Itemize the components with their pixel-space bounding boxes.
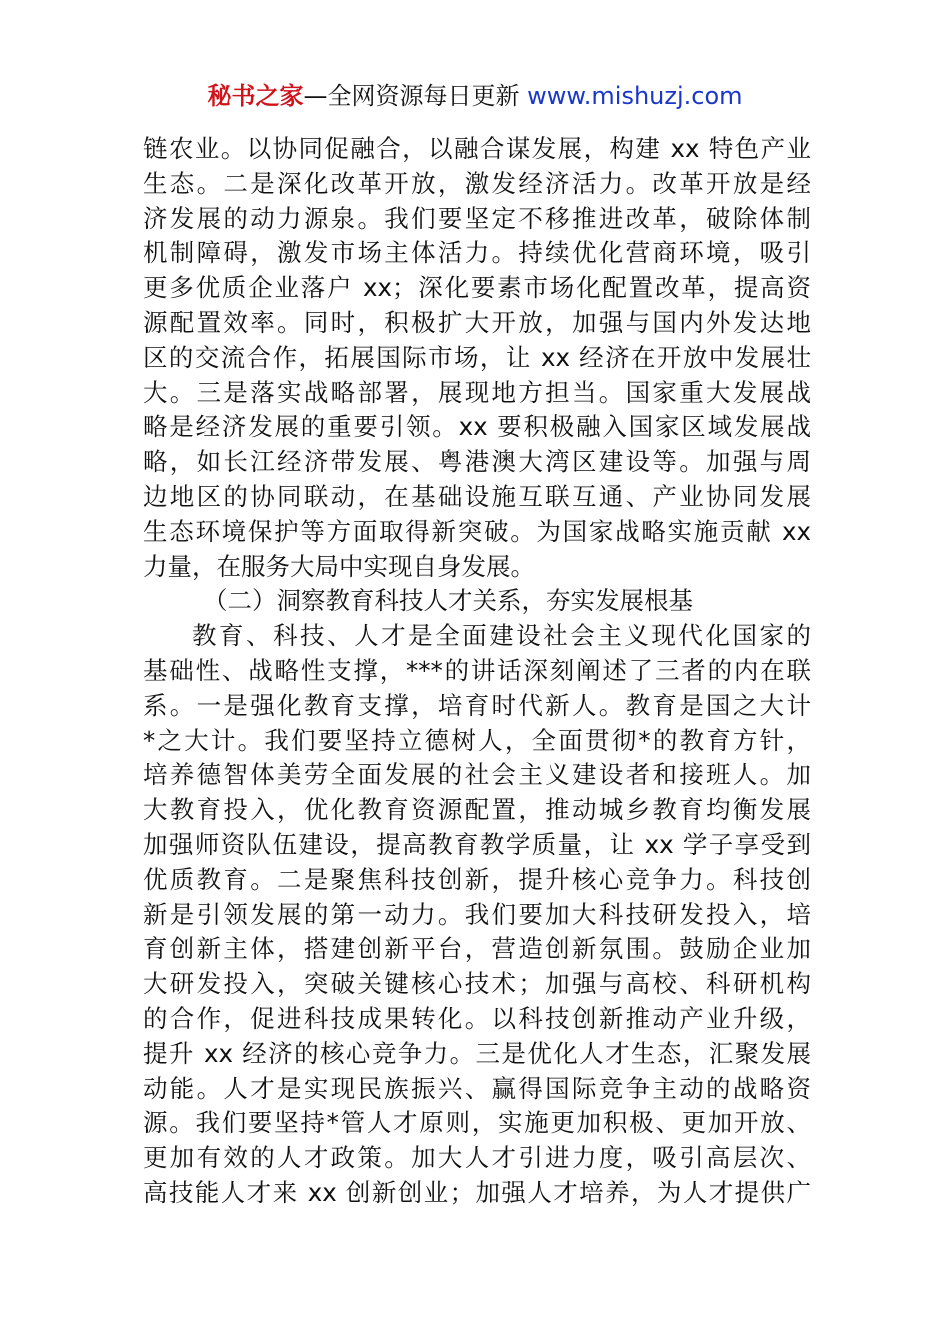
text-line: 生态。二是深化改革开放，激发经济活力。改革开放是经	[143, 168, 811, 198]
text-line: 济发展的动力源泉。我们要坚定不移推进改革，破除体制	[143, 203, 811, 233]
text-line: 更多优质企业落户 xx；深化要素市场化配置改革，提高资	[143, 273, 811, 303]
text-line: 高技能人才来 xx 创新创业；加强人才培养，为人才提供广	[143, 1177, 811, 1207]
text-line: 动能。人才是实现民族振兴、赢得国际竞争主动的战略资	[143, 1073, 811, 1103]
text-line: 基础性、战略性支撑，***的讲话深刻阐述了三者的内在联	[143, 655, 811, 685]
text-line: 新是引领发展的第一动力。我们要加大科技研发投入，培	[143, 899, 811, 929]
text-line: 教育、科技、人才是全面建设社会主义现代化国家的	[192, 621, 811, 651]
text-line: 更加有效的人才政策。加大人才引进力度，吸引高层次、	[143, 1143, 811, 1173]
text-line: *之大计。我们要坚持立德树人，全面贯彻*的教育方针，	[143, 725, 811, 755]
section-heading: （二）洞察教育科技人才关系，夯实发展根基	[203, 586, 693, 616]
website-link[interactable]: www.mishuzj.com	[527, 82, 743, 110]
text-line: 大教育投入，优化教育资源配置，推动城乡教育均衡发展	[143, 795, 811, 825]
text-line: 大研发投入，突破关键核心技术；加强与高校、科研机构	[143, 969, 811, 999]
text-line: 源配置效率。同时，积极扩大开放，加强与国内外发达地	[143, 307, 811, 337]
document-body	[143, 132, 811, 1211]
text-line: 提升 xx 经济的核心竞争力。三是优化人才生态，汇聚发展	[143, 1038, 811, 1068]
text-line: 育创新主体，搭建创新平台，营造创新氛围。鼓励企业加	[143, 934, 811, 964]
text-line: 力量，在服务大局中实现自身发展。	[143, 551, 535, 581]
header-tagline: —全网资源每日更新	[303, 82, 520, 110]
text-line: 的合作，促进科技成果转化。以科技创新推动产业升级，	[143, 1003, 811, 1033]
text-line: 链农业。以协同促融合，以融合谋发展，构建 xx 特色产业	[143, 134, 811, 163]
brand-name: 秘书之家	[207, 82, 304, 110]
text-line: 边地区的协同联动，在基础设施互联互通、产业协同发展	[143, 481, 811, 511]
text-line: 大。三是落实战略部署，展现地方担当。国家重大发展战	[143, 377, 811, 407]
text-line: 系。一是强化教育支撑，培育时代新人。教育是国之大计	[143, 690, 811, 720]
text-line: 略是经济发展的重要引领。xx 要积极融入国家区域发展战	[143, 412, 811, 442]
text-line: 培养德智体美劳全面发展的社会主义建设者和接班人。加	[143, 760, 811, 790]
text-line: 机制障碍，激发市场主体活力。持续优化营商环境，吸引	[143, 238, 811, 268]
text-line: 生态环境保护等方面取得新突破。为国家战略实施贡献 xx	[143, 516, 811, 546]
text-line: 加强师资队伍建设，提高教育教学质量，让 xx 学子享受到	[143, 829, 811, 859]
text-line: 优质教育。二是聚焦科技创新，提升核心竞争力。科技创	[143, 864, 811, 894]
page-header	[0, 80, 950, 112]
text-line: 源。我们要坚持*管人才原则，实施更加积极、更加开放、	[143, 1108, 811, 1138]
text-line: 略，如长江经济带发展、粤港澳大湾区建设等。加强与周	[143, 447, 811, 477]
text-line: 区的交流合作，拓展国际市场，让 xx 经济在开放中发展壮	[143, 342, 811, 372]
